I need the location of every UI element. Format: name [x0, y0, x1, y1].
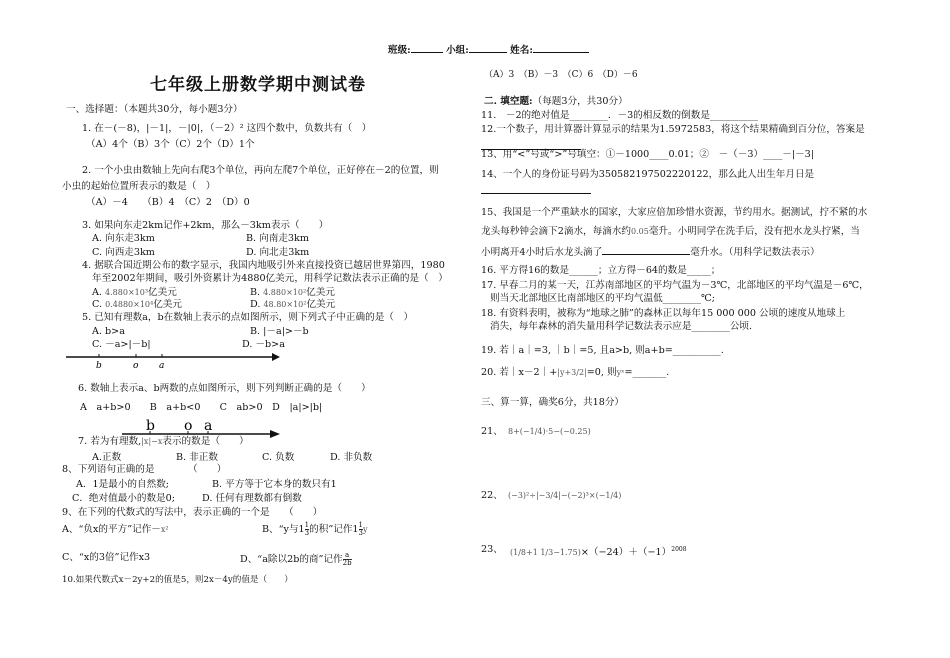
q15-text-line3: 小明离开4小时后水龙头滴了 毫升水。（用科学记数法表示） [481, 247, 820, 258]
q2-text-line2: 小虫的起始位置所表示的数是（ ） [62, 181, 216, 192]
q9-option-c: C、“x的3倍”记作x3 [62, 552, 151, 563]
q8-option-a: A．1是最小的自然数; [76, 479, 170, 490]
q8-option-c: C．绝对值最小的数是0; [72, 493, 176, 504]
q3-option-a: A. 向东走3km [92, 233, 155, 244]
q21-expression: 8+(−1/4)·5−(−0.25) [508, 427, 591, 436]
q17-text-line2: 则当天北部地区比南部地区的平均气温低________℃; [490, 293, 716, 304]
page-title: 七年级上册数学期中测试卷 [150, 75, 366, 95]
q9-option-b: B、“y与1 $\frac{1}{3}$ 的积”记作1 $\frac{1}{3}$ y [262, 521, 368, 537]
q5-option-c: C. －a>|－b| [92, 339, 151, 350]
q9-text: 9、在下列的代数式的写法中，表示正确的一个是 （ ） [62, 507, 323, 518]
class-label: 班级: [388, 45, 411, 56]
q2-text-line1: 2. 一个小虫由数轴上先向右爬3个单位，再向左爬7个单位，正好停在－2的位置，则 [82, 165, 439, 176]
q3-text: 3. 如果向东走2km记作+2km，那么－3km表示（ ） [82, 220, 329, 231]
q8-option-d: D. 任何有理数都有倒数 [202, 493, 302, 504]
q20-text: 20. 若｜x－2｜+|y+3/2|=0, 则yˣ=_______. [481, 367, 670, 378]
q14-text: 14、一个人的身份证号码为350582197502220122，那么此人出生年月日是 [481, 169, 815, 180]
q17-text-line1: 17. 早春二月的某一天，江苏南部地区的平均气温为－3℃，北部地区的平均气温是－6℃， [481, 280, 869, 291]
q23-expression: (1/8+1 $1/3-1.75)\times(-24)+(-1)^{2008}$ [510, 546, 687, 559]
q18-text-line1: 18. 有资料表明，被称为“地球之肺”的森林正以每年15 000 000 公顷的速度从地球上 [481, 308, 846, 319]
q3-option-d: D. 向北走3km [246, 247, 310, 258]
section3-heading: 三、算一算，确奖6分，共18分） [481, 397, 625, 408]
q7-option-c: C. 负数 [262, 452, 295, 463]
group-label: 小组: [446, 45, 469, 56]
q10-text: 10.如果代数式x－2y+2的值是5，则2x－4y的值是（ ） [62, 575, 293, 585]
q2-options: （A）－4 （B）4 （C）2 （D）0 [86, 197, 250, 208]
q4-option-d: D. 48.80×10²亿美元 [250, 299, 336, 310]
q1-text: 1. 在－(－8)，|－1|，－|0|，（－2）² 这四个数中，负数共有（ ） [82, 123, 372, 134]
q8-text: 8、下列语句正确的是 （ ） [62, 464, 227, 475]
q13-text: 13、用“<”号或“>”号填空：①－1000____0.01；② －（－3）____－|－3| [481, 149, 815, 160]
q7-option-b: B. 非正数 [176, 452, 218, 463]
q5-axis-label-a: a [159, 361, 165, 370]
q6-axis-label-o: o [184, 418, 193, 434]
q7-option-d: D. 非负数 [330, 452, 373, 463]
q5-text: 5. 已知有理数a，b在数轴上表示的点如图所示，则下列式子中正确的是（ ） [82, 312, 414, 323]
q18-text-line2: 消失，每年森林的消失量用科学记数法表示应是________公顷. [490, 321, 753, 332]
q22-number: 22、 [481, 490, 503, 501]
q23-number: 23、 [481, 544, 503, 555]
q4-text-line1: 4. 据联合国近期公布的数字显示，我国内地吸引外来直接投资已越居世界第四，1980 [82, 260, 445, 271]
q5-option-d: D. －b>a [242, 339, 285, 350]
q21-number: 21、 [481, 426, 503, 437]
q11-text: 11. －2的绝对值是________．－3的相反数的倒数是__________ [481, 110, 758, 121]
q5-option-a: A. b>a [92, 326, 125, 337]
q15-text-line1: 15、我国是一个严重缺水的国家，大家应倍加珍惜水资源，节约用水。据测试，拧不紧的水 [481, 207, 868, 218]
q8-option-b: B. 平方等于它本身的数只有1 [212, 479, 337, 490]
q4-text-line2: 年至2002年期间，吸引外资累计为4880亿美元，用科学记数法表示正确的是（ ） [92, 273, 448, 284]
q5-axis-label-b: b [96, 361, 102, 370]
name-label: 姓名: [510, 45, 533, 56]
q6-text: 6. 数轴上表示a、b两数的点如图所示，则下列判断正确的是（ ） [78, 383, 371, 394]
section2-heading: 二. 填空题:（每题3分，共30分） [484, 96, 628, 107]
section1-heading: 一、选择题：（本题共30分，每小题3分） [66, 104, 243, 115]
q15-text-line2: 龙头每秒钟会滴下2滴水，每滴水约0.05毫升。小明同学在洗手后，没有把水龙头拧紧，当 [481, 226, 860, 237]
q22-expression: (−3)²÷|−3/4|−(−2)³×(−1/4) [508, 491, 622, 500]
q6-axis-label-a: a [204, 418, 213, 434]
q12-text: 12.一个数子，用计算器计算显示的结果为1.5972583，将这个结果精确到百分位，答案是 [481, 124, 865, 135]
q14-answer-blank[interactable] [481, 184, 591, 194]
q6-axis-label-b: b [146, 418, 155, 434]
q4-option-b: B. 4.880×10²亿美元 [250, 287, 335, 298]
q3-option-b: B. 向南走3km [246, 233, 309, 244]
q4-option-c: C. 0.4880×10⁴亿美元 [92, 299, 182, 310]
q1-options: （A）4个（B）3个（C）2个（D）1个 [86, 139, 255, 150]
q6-options: A a+b>0 B a+b<0 C ab>0 D |a|>|b| [80, 402, 323, 413]
q10-options: （A）3 （B）－3 （C）6 （D）－6 [484, 70, 638, 80]
q5-number-line [64, 348, 284, 370]
q16-text: 16. 平方得16的数是______；立方得－64的数是_____； [481, 265, 721, 276]
q9-option-d: D、“a除以2b的商”记作 $\frac{a}{2b}$ [240, 551, 352, 567]
q5-option-b: B. |－a|>－b [250, 326, 309, 337]
q4-option-a: A. 4.880×10³亿美元 [92, 287, 177, 298]
q7-text: 7. 若为有理数,|x|−x表示的数是（ ） [78, 436, 249, 447]
q7-option-a: A.正数 [92, 452, 122, 463]
q3-option-c: C. 向西走3km [92, 247, 155, 258]
q5-axis-label-o: o [133, 361, 139, 370]
q9-option-a: A、“负x的平方”记作－x² [62, 524, 169, 535]
q19-text: 19. 若｜a｜=3, ｜b｜=5, 且a>b, 则a+b=__________. [481, 345, 724, 356]
